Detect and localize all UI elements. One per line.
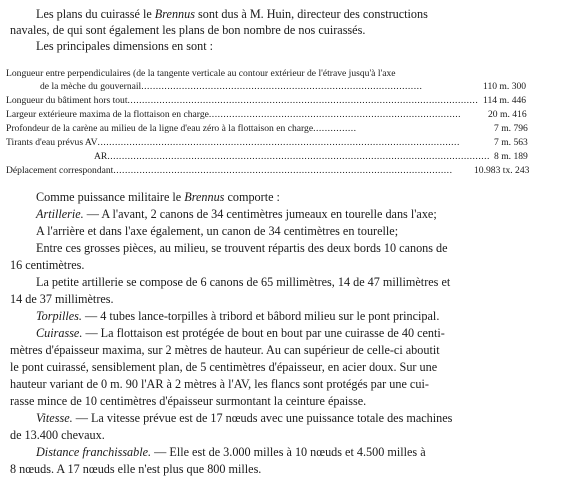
range-line-1: Distance franchissable. — Elle est de 3.000 milles à 10 nœuds et 4.500 milles à	[36, 445, 426, 459]
dim-row-3-label: Largeur extérieure maxima de la flottaison en charge.......................................................................................	[6, 109, 462, 120]
small-artillery-line-1: La petite artillerie se compose de 6 canons de 65 millimètres, 14 de 47 millimètres et	[36, 275, 451, 289]
speed-line-1: Vitesse. — La vitesse prévue est de 17 nœuds avec une puissance totale des machines	[36, 411, 453, 425]
dim-row-6-label: AR....................................................................................................................................	[94, 151, 490, 162]
range-line-2: 8 nœuds. A 17 nœuds elle n'est plus que 800 milles.	[10, 462, 262, 476]
armor-line-3: le pont cuirassé, sensiblement plan, de 5 centimètres d'épaisseur, en acier doux. Sur une	[10, 360, 438, 374]
small-artillery-line-2: 14 de 37 millimètres.	[10, 292, 114, 306]
dim-row-6-value: 8 m. 189	[494, 151, 528, 162]
dim-row-1-value: 110 m. 300	[483, 81, 527, 92]
dim-row-3-value: 20 m. 416	[488, 109, 527, 120]
artillery-line-1: Artillerie. — A l'avant, 2 canons de 34 centimètres jumeaux en tourelle dans l'axe;	[36, 207, 437, 221]
ship-name-2: Brennus	[184, 190, 225, 204]
armor-line-1: Cuirasse. — La flottaison est protégée de bout en bout par une cuirasse de 40 centi-	[36, 326, 445, 340]
dim-row-4-label: Profondeur de la carène au milieu de la ligne d'eau zéro à la flottaison en charge...............	[6, 123, 357, 134]
military-intro: Comme puissance militaire le Brennus comporte :	[36, 190, 280, 204]
dim-row-2-value: 114 m. 446	[483, 95, 527, 106]
dim-row-1-label-b: de la mèche du gouvernail.................................................................................................	[40, 81, 423, 92]
speed-heading: Vitesse.	[36, 411, 73, 425]
dim-row-7-label: Déplacement correspondant.....................................................................................................................	[6, 165, 453, 176]
intro-line-2: navales, de qui sont également les plans de bon nombre de nos cuirassés.	[10, 23, 366, 37]
intro-line-1: Les plans du cuirassé le Brennus sont dus à M. Huin, directeur des constructions	[36, 7, 428, 21]
dim-row-5-value: 7 m. 563	[494, 137, 528, 148]
artillery-line-4: 16 centimètres.	[10, 258, 85, 272]
ship-name: Brennus	[154, 7, 195, 21]
dim-row-4-value: 7 m. 796	[494, 123, 528, 134]
dim-row-5-label: Tirants d'eau prévus AV.............................................................................................................................	[6, 137, 460, 148]
speed-line-2: de 13.400 chevaux.	[10, 428, 105, 442]
dim-row-1-label-a: Longueur entre perpendiculaires (de la tangente verticale au contour extérieur de l'étrave jusqu'à l'axe	[6, 68, 396, 79]
torpedoes-heading: Torpilles.	[36, 309, 82, 323]
artillery-heading: Artillerie.	[36, 207, 84, 221]
armor-line-2: mètres d'épaisseur maxima, sur 2 mètres de hauteur. Au can supérieur de celle-ci aboutit	[10, 343, 440, 357]
artillery-line-3: Entre ces grosses pièces, au milieu, se trouvent répartis des deux bords 10 canons de	[36, 241, 448, 255]
torpedoes-line: Torpilles. — 4 tubes lance-torpilles à tribord et bâbord milieu sur le pont principal.	[36, 309, 440, 323]
range-heading: Distance franchissable.	[36, 445, 152, 459]
artillery-line-2: A l'arrière et dans l'axe également, un canon de 34 centimètres en tourelle;	[36, 224, 399, 238]
intro-line-3: Les principales dimensions en sont :	[36, 39, 214, 53]
dim-row-7-value: 10.983 tx. 243	[474, 165, 530, 176]
armor-heading: Cuirasse.	[36, 326, 83, 340]
armor-line-5: rasse mince de 10 centimètres d'épaisseur surmontant la ceinture épaisse.	[10, 394, 367, 408]
armor-line-4: hauteur variant de 0 m. 90 l'AR à 2 mètres à l'AV, les flancs sont protégés par une cui-	[10, 377, 429, 391]
dim-row-2-label: Longueur du bâtiment hors tout.........................................................................................................................	[6, 95, 479, 106]
